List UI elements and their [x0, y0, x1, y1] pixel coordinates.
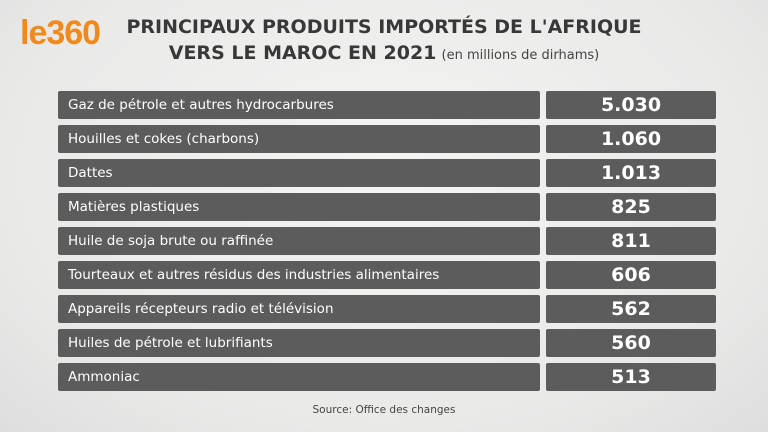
- table-row: [58, 227, 716, 255]
- table-row: [58, 363, 716, 391]
- table-row: [58, 125, 716, 153]
- title-unit: (en millions de dirhams): [441, 48, 600, 63]
- row-value: 5.030: [546, 91, 716, 119]
- data-table: [58, 91, 716, 397]
- table-row: [58, 295, 716, 323]
- row-label: Huiles de pétrole et lubrifiants: [58, 329, 540, 357]
- title-line-2: VERS LE MAROC EN 2021: [168, 42, 437, 64]
- row-value: 811: [546, 227, 716, 255]
- table-row: [58, 91, 716, 119]
- row-label: Matières plastiques: [58, 193, 540, 221]
- table-row: [58, 193, 716, 221]
- title-line-1: PRINCIPAUX PRODUITS IMPORTÉS DE L'AFRIQUE: [126, 16, 642, 38]
- chart-title: [0, 14, 768, 69]
- table-row: [58, 329, 716, 357]
- row-value: 562: [546, 295, 716, 323]
- table-row: [58, 261, 716, 289]
- row-value: 513: [546, 363, 716, 391]
- row-label: Huile de soja brute ou raffinée: [58, 227, 540, 255]
- row-label: Dattes: [58, 159, 540, 187]
- row-value: 560: [546, 329, 716, 357]
- source-note: Source: Office des changes: [312, 404, 456, 416]
- row-value: 606: [546, 261, 716, 289]
- row-value: 1.013: [546, 159, 716, 187]
- row-label: Ammoniac: [58, 363, 540, 391]
- row-label: Appareils récepteurs radio et télévision: [58, 295, 540, 323]
- row-value: 1.060: [546, 125, 716, 153]
- brand-logo: le360: [20, 14, 101, 52]
- row-label: Gaz de pétrole et autres hydrocarbures: [58, 91, 540, 119]
- row-value: 825: [546, 193, 716, 221]
- table-row: [58, 159, 716, 187]
- row-label: Houilles et cokes (charbons): [58, 125, 540, 153]
- row-label: Tourteaux et autres résidus des industries alimentaires: [58, 261, 540, 289]
